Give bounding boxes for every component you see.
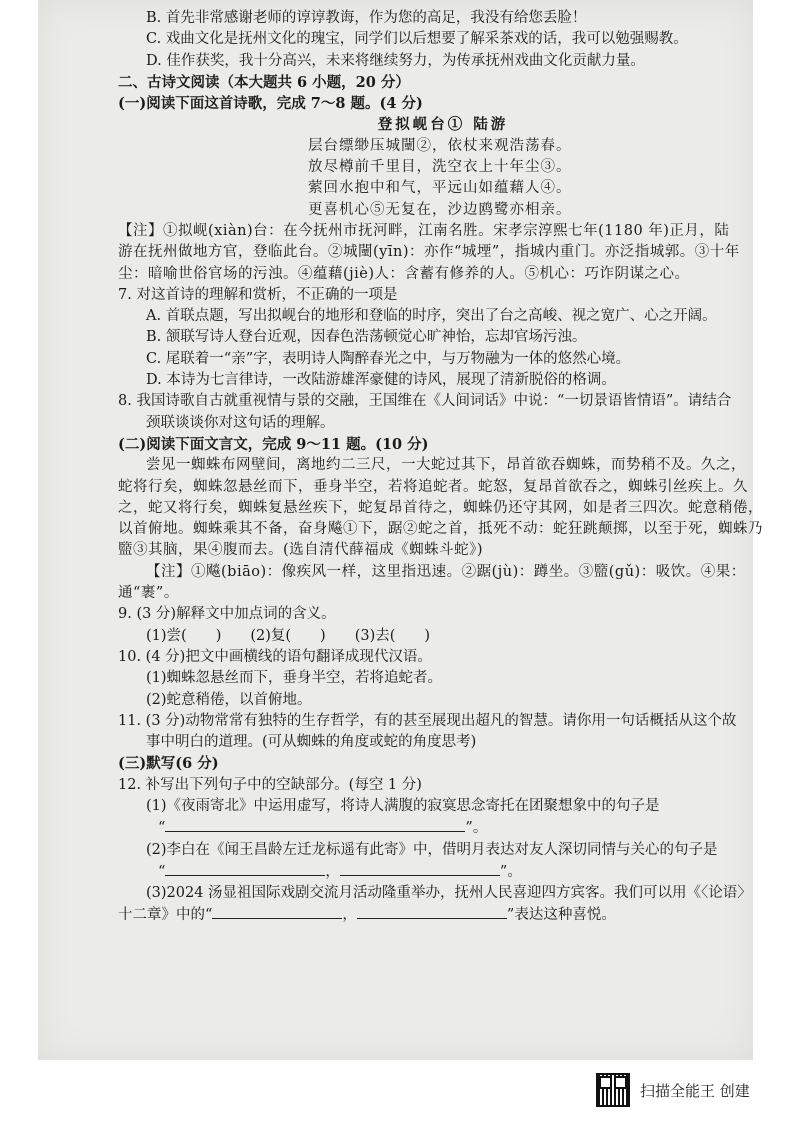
answer-line (118, 817, 768, 839)
question-7-option: C. 尾联着一“亲”字，表明诗人陶醉春光之中，与万物融为一体的悠然心境。 (146, 350, 631, 367)
question-7-option: D. 本诗为七言律诗，一改陆游雄浑豪健的诗风，展现了清新脱俗的格调。 (146, 372, 616, 389)
scanner-watermark (596, 1072, 750, 1108)
question-9-items: (1)尝( ) (2)复( ) (3)去( ) (146, 627, 431, 644)
question-12-item: (3)2024 汤显祖国际戏剧交流月活动隆重举办，抚州人民喜迎四方宾客。我们可以用《〈论语〉 (146, 885, 752, 902)
question-12-item: (1)《夜雨寄北》中运用虚写，将诗人满腹的寂寞思念寄托在团聚想象中的句子是 (146, 797, 660, 814)
quote-open: “ (158, 863, 166, 880)
question-7-option: A. 首联点题，写出拟岘台的地形和登临的时序，突出了台之高峻、视之宽广、心之开阔。 (146, 308, 717, 325)
watermark-text: 扫描全能王 创建 (640, 1081, 750, 1100)
classical-text-line: 蛇将行矣，蜘蛛忽悬丝而下，垂身半空，若将追蛇者。蛇怒，复昂首欲吞之，蜘蛛引丝疾上。久 (118, 478, 748, 495)
question-10-item: (1)蜘蛛忽悬丝而下，垂身半空，若将追蛇者。 (146, 670, 443, 687)
question-12: 12. 补写出下列句子中的空缺部分。(每空 1 分) (118, 776, 422, 793)
question-11-cont: 事中明白的道理。(可从蜘蛛的角度或蛇的角度思考) (146, 734, 477, 751)
poem-note: 游在抚州做地方官，登临此台。②城闉(yīn)：亦作“城堙”，指城内重门。亦泛指城郭。③十年 (118, 244, 740, 261)
exam-content (118, 8, 768, 927)
question-9: 9. (3 分)解释文中加点词的含义。 (118, 606, 336, 623)
classical-text-line: 之，蛇又将行矣，蜘蛛复悬丝疾下，蛇复昂首待之，蜘蛛仍还守其网，如是者三四次。蛇意稍倦， (118, 499, 763, 516)
section-heading: 二、古诗文阅读（本大题共 6 小题，20 分） (118, 73, 410, 91)
classical-text-line: 尝见一蜘蛛布网壁间，离地约二三尺，一大蛇过其下，昂首欲吞蜘蛛，而势稍不及。久之， (146, 457, 746, 474)
answer-blank[interactable] (340, 861, 500, 876)
poem-line: 放尽樽前千里目，洗空衣上十年尘③。 (308, 159, 572, 176)
question-11: 11. (3 分)动物常常有独特的生存哲学，有的甚至展现出超凡的智慧。请你用一句话概括从这个故 (118, 712, 737, 729)
answer-blank[interactable] (165, 817, 465, 832)
comma: ， (325, 863, 340, 880)
exam-sheet (38, 0, 763, 1060)
answer-blank[interactable] (212, 904, 342, 919)
question-7: 7. 对这首诗的理解和赏析，不正确的一项是 (118, 286, 398, 303)
poem-line: 萦回水抱中和气，平远山如蕴藉人④。 (308, 180, 572, 197)
answer-blank[interactable] (165, 861, 325, 876)
classical-note: 通“裹”。 (118, 585, 179, 602)
option-d-line: D. 佳作获奖，我十分高兴，未来将继续努力，为传承抚州戏曲文化贡献力量。 (146, 52, 645, 69)
question-10-item: (2)蛇意稍倦，以首俯地。 (146, 691, 312, 708)
poem-line: 更喜机心⑤无复在，沙边鸥鹭亦相亲。 (308, 201, 572, 218)
question-10: 10. (4 分)把文中画横线的语句翻译成现代汉语。 (118, 648, 432, 665)
subsection-heading: (二)阅读下面文言文，完成 9～11 题。(10 分) (118, 435, 429, 453)
poem-note: 尘：暗喻世俗官场的污浊。④蕴藉(jiè)人：含蓄有修养的人。⑤机心：巧诈阴谋之心。 (118, 265, 690, 282)
poem-line: 层台缥缈压城闉②，依杖来观浩荡春。 (308, 137, 572, 154)
option-b-line: B. 首先非常感谢老师的谆谆教诲，作为您的高足，我没有给您丢脸！ (146, 10, 587, 26)
option-c-line: C. 戏曲文化是抚州文化的瑰宝，同学们以后想要了解采茶戏的话，我可以勉强赐教。 (146, 31, 688, 48)
answer-blank[interactable] (357, 904, 507, 919)
quote-open: “ (158, 820, 166, 837)
subsection-heading: (一)阅读下面这首诗歌，完成 7～8 题。(4 分) (118, 95, 423, 113)
question-7-option: B. 颔联写诗人登台近观，因春色浩荡顿觉心旷神怡，忘却官场污浊。 (146, 329, 587, 346)
poem-note: 【注】①拟岘(xiàn)台：在今抚州市抚河畔，江南名胜。宋孝宗淳熙七年(1180 年)正月，陆 (118, 222, 730, 239)
poem-title: 登拟岘台① 陆游 (377, 116, 509, 134)
quote-close: ”。 (499, 863, 522, 880)
quote-close: ”。 (465, 820, 488, 837)
classical-text-line: 盬③其脑，果④腹而去。(选自清代薛福成《蜘蛛斗蛇》) (118, 542, 484, 559)
answer-line (118, 861, 768, 883)
subsection-heading: (三)默写(6 分) (118, 755, 219, 773)
question-12-item: (2)李白在《闻王昌龄左迁龙标遥有此寄》中，借明月表达对友人深切同情与关心的句子是 (146, 841, 718, 858)
classical-text-line: 以首俯地。蜘蛛乘其不备，奋身飚①下，踞②蛇之首，抵死不动：蛇狂跳颠掷，以至于死，蜘蛛乃 (118, 521, 763, 538)
answer-suffix: ”表达这种喜悦。 (506, 907, 616, 924)
question-8-cont: 颈联谈谈你对这句话的理解。 (146, 414, 335, 431)
classical-note: 【注】①飚(biāo)：像疾风一样，这里指迅速。②踞(jù)：蹲坐。③盬(gǔ)：吸饮。④果： (146, 563, 746, 580)
answer-prefix: 十二章》中的“ (118, 907, 213, 924)
comma: ， (342, 907, 357, 924)
question-8: 8. 我国诗歌自古就重视情与景的交融，王国维在《人间词话》中说：“一切景语皆情语”。请结合 (118, 393, 732, 410)
qr-code-icon (596, 1073, 630, 1107)
answer-line (118, 904, 768, 926)
